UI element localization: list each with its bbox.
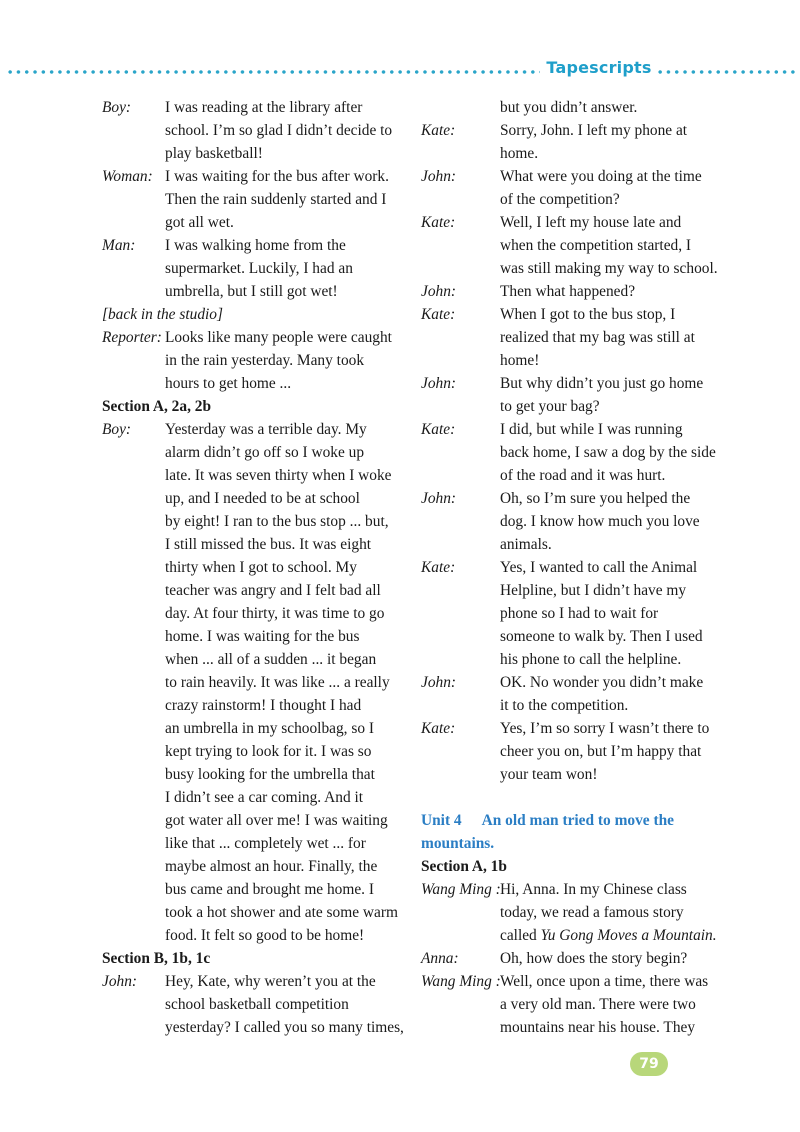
dotted-rule-left (6, 69, 540, 75)
text-line: your team won! (500, 766, 598, 783)
text-line: it to the competition. (500, 697, 629, 714)
dialogue-text (165, 418, 402, 947)
text-line: supermarket. Luckily, I had an (165, 260, 353, 277)
text-line: home! (500, 352, 540, 369)
speaker-label: Kate: (421, 306, 456, 323)
dialogue-text (500, 372, 721, 418)
dialogue-line (421, 119, 721, 165)
dialogue-text (500, 280, 721, 303)
text-line: phone so I had to wait for (500, 605, 659, 622)
text-line: back home, I saw a dog by the side (500, 444, 716, 461)
text-line: of the competition? (500, 191, 620, 208)
speaker-label: Kate: (421, 421, 456, 438)
text-line: teacher was angry and I felt bad all (165, 582, 381, 599)
text-line: Well, I left my house late and (500, 214, 682, 231)
text-fragment: called (500, 927, 541, 944)
text-line: Then the rain suddenly started and I (165, 191, 387, 208)
text-line (500, 924, 721, 947)
dialogue-line (421, 487, 721, 556)
section-heading: Section B, 1b, 1c (102, 950, 211, 967)
speaker-label: Kate: (421, 122, 456, 139)
text-line: food. It felt so good to be home! (165, 927, 365, 944)
text-line: alarm didn’t go off so I woke up (165, 444, 365, 461)
dialogue-text (165, 970, 402, 1039)
text-line: someone to walk by. Then I used (500, 628, 703, 645)
dialogue-text (500, 878, 721, 947)
dialogue-text (500, 970, 721, 1039)
text-line: I was reading at the library after (165, 99, 363, 116)
text-line: mountains near his house. They (500, 1019, 696, 1036)
dialogue-line (102, 326, 402, 395)
text-line: Hey, Kate, why weren’t you at the (165, 973, 376, 990)
left-column (102, 96, 402, 1039)
text-line: Yesterday was a terrible day. My (165, 421, 367, 438)
text-line: a very old man. There were two (500, 996, 696, 1013)
text-line: cheer you on, but I’m happy that (500, 743, 702, 760)
speaker-label: Anna: (421, 950, 459, 967)
dotted-rule-right (656, 69, 798, 75)
speaker-label: Man: (102, 237, 136, 254)
text-line: Looks like many people were caught (165, 329, 392, 346)
text-line: got water all over me! I was waiting (165, 812, 388, 829)
text-line: day. At four thirty, it was time to go (165, 605, 385, 622)
header-title: Tapescripts (546, 58, 652, 77)
dialogue-text (165, 234, 402, 303)
text-line: in the rain yesterday. Many took (165, 352, 365, 369)
dialogue-text (500, 119, 721, 165)
dialogue-text (500, 947, 721, 970)
section-heading: Section A, 2a, 2b (102, 398, 212, 415)
dialogue-text (500, 303, 721, 372)
text-line: got all wet. (165, 214, 234, 231)
text-line: play basketball! (165, 145, 263, 162)
text-line: Oh, how does the story begin? (500, 950, 688, 967)
text-line: was still making my way to school. (500, 260, 718, 277)
text-line: What were you doing at the time (500, 168, 702, 185)
text-line: home. I was waiting for the bus (165, 628, 360, 645)
text-line: I was walking home from the (165, 237, 346, 254)
text-line: I still missed the bus. It was eight (165, 536, 372, 553)
speaker-label: John: (421, 375, 457, 392)
unit-number: Unit 4 (421, 812, 462, 829)
dialogue-line (102, 96, 402, 165)
speaker-label: John: (102, 973, 138, 990)
speaker-label: John: (421, 168, 457, 185)
dialogue-text (165, 326, 402, 395)
text-line: Hi, Anna. In my Chinese class (500, 881, 687, 898)
dialogue-line (102, 418, 402, 947)
dialogue-line (421, 556, 721, 671)
text-line: to rain heavily. It was like ... a really (165, 674, 390, 691)
text-line: Then what happened? (500, 283, 636, 300)
story-title: Yu Gong Moves a Mountain. (540, 927, 717, 944)
speaker-label: Wang Ming : (421, 881, 501, 898)
dialogue-text (500, 671, 721, 717)
dialogue-text (165, 165, 402, 234)
speaker-label: John: (421, 283, 457, 300)
text-line: crazy rainstorm! I thought I had (165, 697, 362, 714)
text-line: realized that my bag was still at (500, 329, 695, 346)
page-header (0, 54, 800, 90)
text-line: of the road and it was hurt. (500, 467, 666, 484)
dialogue-line (421, 303, 721, 372)
dialogue-line (421, 372, 721, 418)
text-line: bus came and brought me home. I (165, 881, 374, 898)
speaker-label: Woman: (102, 168, 153, 185)
unit-heading (421, 809, 721, 855)
dialogue-line (421, 165, 721, 211)
text-line: Oh, so I’m sure you helped the (500, 490, 691, 507)
text-line: busy looking for the umbrella that (165, 766, 375, 783)
dialogue-text (500, 556, 721, 671)
dialogue-line (421, 280, 721, 303)
text-line: when ... all of a sudden ... it began (165, 651, 377, 668)
text-line: yesterday? I called you so many times, (165, 1019, 404, 1036)
text-line: but you didn’t answer. (500, 99, 638, 116)
text-line: when the competition started, I (500, 237, 692, 254)
dialogue-text (500, 211, 721, 280)
text-line: school. I’m so glad I didn’t decide to (165, 122, 393, 139)
text-line: I did, but while I was running (500, 421, 683, 438)
speaker-label: Kate: (421, 214, 456, 231)
text-line: kept trying to look for it. I was so (165, 743, 372, 760)
right-column (421, 96, 721, 1039)
dialogue-text (500, 96, 721, 119)
dialogue-line (421, 418, 721, 487)
dialogue-line (421, 970, 721, 1039)
text-line: his phone to call the helpline. (500, 651, 682, 668)
dialogue-text (500, 165, 721, 211)
text-line: Well, once upon a time, there was (500, 973, 709, 990)
dialogue-text (500, 418, 721, 487)
text-line: school basketball competition (165, 996, 349, 1013)
text-line: home. (500, 145, 539, 162)
section-heading: Section A, 1b (421, 858, 507, 875)
speaker-label: Wang Ming : (421, 973, 501, 990)
dialogue-line (102, 970, 402, 1039)
speaker-label: John: (421, 490, 457, 507)
speaker-label: Kate: (421, 559, 456, 576)
dialogue-text (500, 717, 721, 786)
text-line: late. It was seven thirty when I woke (165, 467, 392, 484)
speaker-label: Boy: (102, 421, 132, 438)
dialogue-line (421, 878, 721, 947)
unit-title: An old man tried to move the (481, 812, 674, 829)
text-line: today, we read a famous story (500, 904, 684, 921)
text-line: animals. (500, 536, 552, 553)
page-number-badge: 79 (630, 1052, 668, 1076)
text-line: thirty when I got to school. My (165, 559, 357, 576)
dialogue-continuation (421, 96, 721, 119)
text-line: umbrella, but I still got wet! (165, 283, 338, 300)
text-line: Helpline, but I didn’t have my (500, 582, 687, 599)
speaker-label: Boy: (102, 99, 132, 116)
text-line: up, and I needed to be at school (165, 490, 360, 507)
text-line: dog. I know how much you love (500, 513, 700, 530)
text-line: When I got to the bus stop, I (500, 306, 676, 323)
text-line: Yes, I wanted to call the Animal (500, 559, 698, 576)
text-line: Yes, I’m so sorry I wasn’t there to (500, 720, 710, 737)
text-line: I was waiting for the bus after work. (165, 168, 389, 185)
stage-note: [back in the studio] (102, 306, 223, 323)
text-line: by eight! I ran to the bus stop ... but, (165, 513, 389, 530)
dialogue-line (421, 671, 721, 717)
dialogue-line (421, 211, 721, 280)
speaker-label: Kate: (421, 720, 456, 737)
dialogue-text (500, 487, 721, 556)
text-line: like that ... completely wet ... for (165, 835, 366, 852)
dialogue-line (421, 947, 721, 970)
dialogue-line (102, 234, 402, 303)
text-line: an umbrella in my schoolbag, so I (165, 720, 375, 737)
speaker-label: John: (421, 674, 457, 691)
dialogue-text (165, 96, 402, 165)
unit-title-continued: mountains. (421, 835, 495, 852)
dialogue-line (421, 717, 721, 786)
text-line: I didn’t see a car coming. And it (165, 789, 364, 806)
text-line: took a hot shower and ate some warm (165, 904, 398, 921)
text-line: hours to get home ... (165, 375, 292, 392)
text-line: But why didn’t you just go home (500, 375, 704, 392)
text-line: maybe almost an hour. Finally, the (165, 858, 378, 875)
speaker-label: Reporter: (102, 329, 162, 346)
dialogue-line (102, 165, 402, 234)
text-line: OK. No wonder you didn’t make (500, 674, 704, 691)
text-line: to get your bag? (500, 398, 600, 415)
text-line: Sorry, John. I left my phone at (500, 122, 688, 139)
